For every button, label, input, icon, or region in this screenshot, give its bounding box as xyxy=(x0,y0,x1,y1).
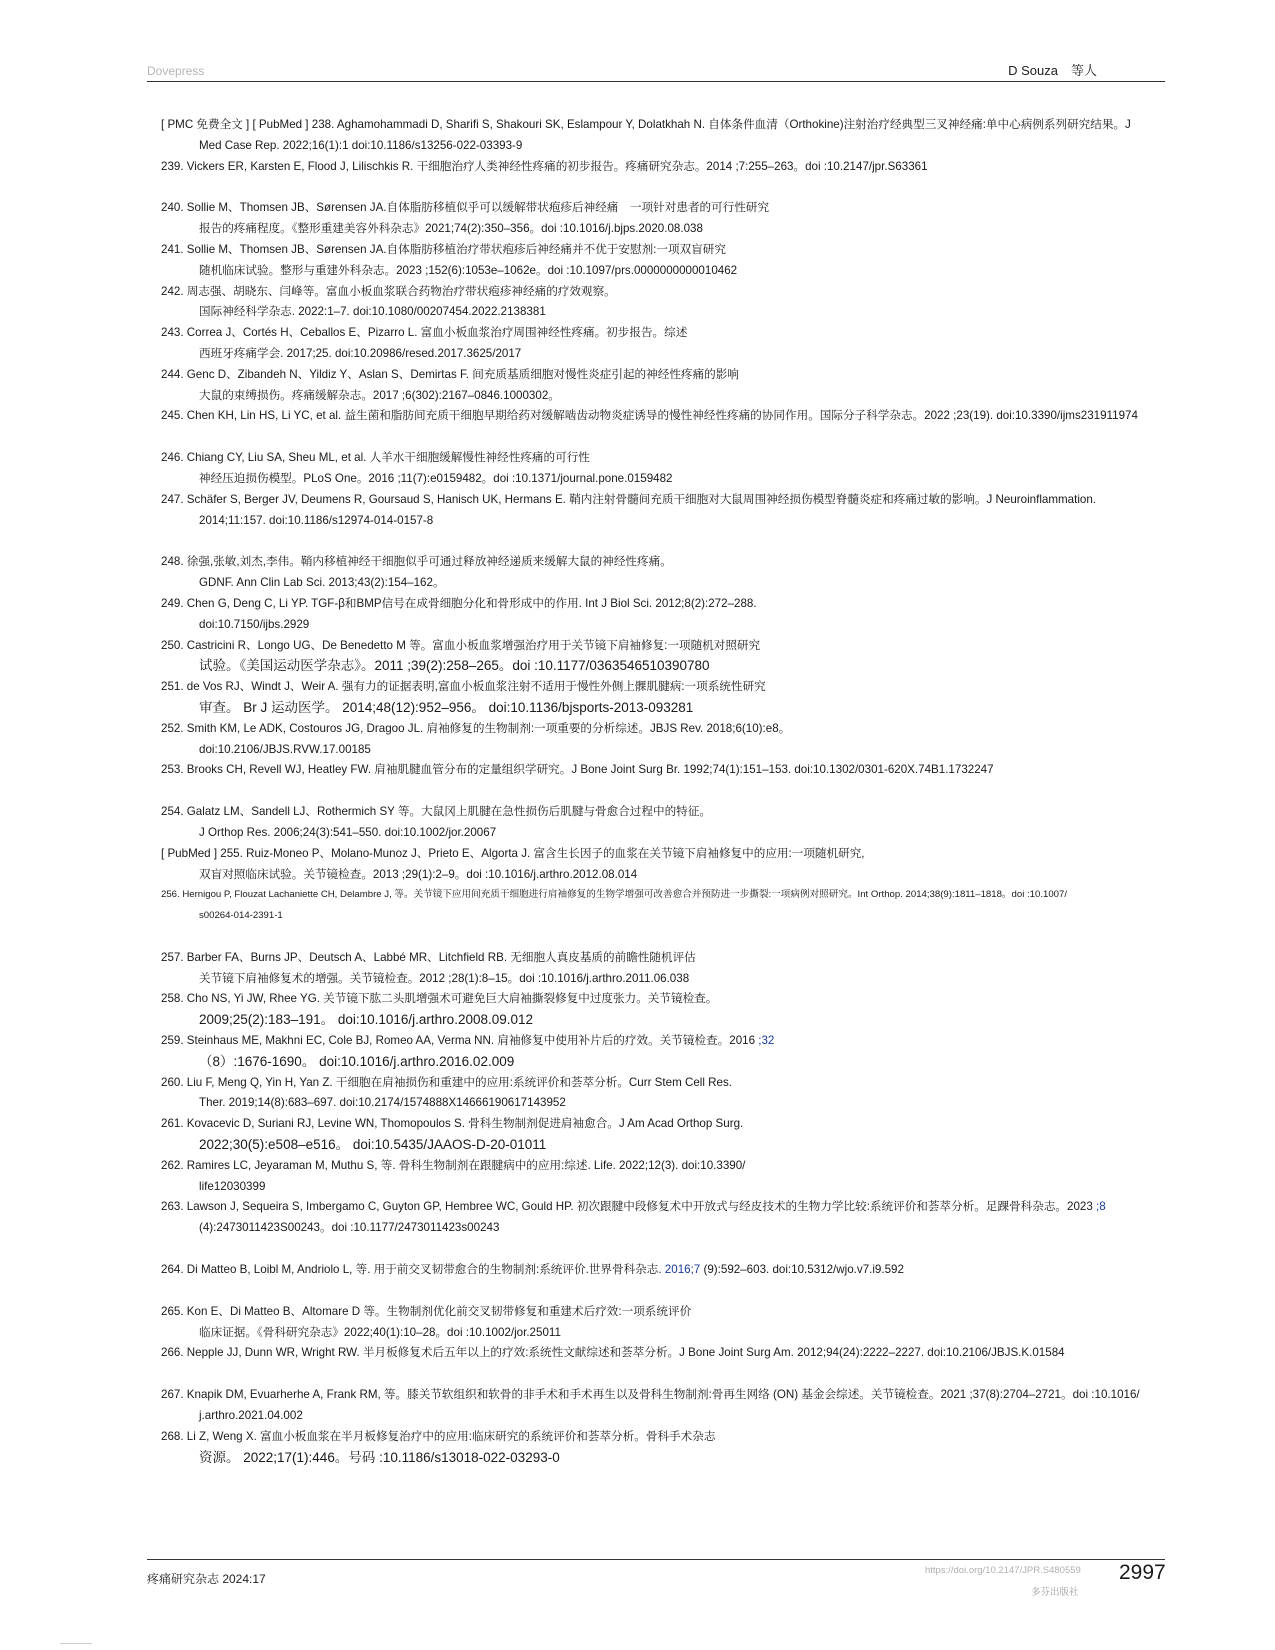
reference-entry xyxy=(161,240,1165,282)
reference-continuation: 报告的疼痛程度。《整形重建美容外科杂志》2021;74(2):350–356。doi :10.1016/j.bjps.2020.08.038 xyxy=(199,222,703,236)
reference-entry xyxy=(161,1343,1165,1364)
reference-entry xyxy=(161,490,1165,532)
reference-line: 260. Liu F, Meng Q, Yin H, Yan Z. 干细胞在肩袖损伤和重建中的应用:系统评价和荟萃分析。Curr Stem Cell Res. xyxy=(161,1075,732,1089)
journal-brand: Dovepress xyxy=(147,64,205,78)
reference-entry xyxy=(161,760,1165,781)
reference-continuation: 临床证据。《骨科研究杂志》2022;40(1):10–28。doi :10.1002/jor.25011 xyxy=(199,1325,561,1339)
reference-entry xyxy=(161,594,1165,636)
reference-continuation: s00264-014-2391-1 xyxy=(199,910,283,922)
reference-continuation: 神经压迫损伤模型。PLoS One。2016 ;11(7):e0159482。doi :10.1371/journal.pone.0159482 xyxy=(199,471,673,485)
reference-line: 247. Schäfer S, Berger JV, Deumens R, Goursaud S, Hanisch UK, Hermans E. 鞘内注射骨髓间充质干细胞对大鼠周围神经损伤模型脊髓炎症和疼痛过敏的影响。J Neuroinflammation. xyxy=(161,492,1097,506)
reference-entry xyxy=(161,844,1165,886)
reference-line: 267. Knapik DM, Evuarherhe A, Frank RM, 等。膝关节软组织和软骨的非手术和手术再生以及骨科生物制剂:骨再生网络 (ON) 基金会综述。关节镜检查。2021 ;37(8):2704–2721。doi :10.1016/ xyxy=(161,1388,1140,1402)
reference-continuation: 审查。 Br J 运动医学。 2014;48(12):952–956。 doi:10.1136/bjsports-2013-093281 xyxy=(199,699,694,715)
reference-entry xyxy=(161,989,1165,1031)
reference-line: 244. Genc D、Zibandeh N、Yildiz Y、Aslan S、Demirtas F. 间充质基质细胞对慢性炎症引起的神经性疼痛的影响 xyxy=(161,367,739,381)
reference-list xyxy=(161,115,1165,1468)
publisher-name: 多芬出版社 xyxy=(1031,1587,1079,1598)
reference-continuation: 2009;25(2):183–191。 doi:10.1016/j.arthro.2008.09.012 xyxy=(199,1012,534,1028)
reference-link[interactable]: 2016;7 xyxy=(664,1263,701,1277)
reference-continuation: doi:10.2106/JBJS.RVW.17.00185 xyxy=(199,742,371,756)
journal-issue: 疼痛研究杂志 2024:17 xyxy=(147,1572,266,1586)
reference-line: 254. Galatz LM、Sandell LJ、Rothermich SY 等。大鼠冈上肌腱在急性损伤后肌腱与骨愈合过程中的特征。 xyxy=(161,805,711,819)
reference-line: 264. Di Matteo B, Loibl M, Andriolo L, 等. 用于前交叉韧带愈合的生物制剂:系统评价.世界骨科杂志. 2016;7 (9):592–603. doi:10.5312/wjo.v7.i9.592 xyxy=(161,1263,904,1277)
reference-line: 242. 周志强、胡晓东、闫峰等。富血小板血浆联合药物治疗带状疱疹神经痛的疗效观察。 xyxy=(161,284,616,298)
author-running-head: D Souza 等人 xyxy=(1008,63,1097,78)
reference-entry xyxy=(161,198,1165,240)
header-divider xyxy=(147,81,1165,82)
reference-line: 253. Brooks CH, Revell WJ, Heatley FW. 肩袖肌腱血管分布的定量组织学研究。J Bone Joint Surg Br. 1992;74(1):151–153. doi:10.1302/0301-620X.74B1.1732247 xyxy=(161,763,994,777)
reference-continuation: 随机临床试验。整形与重建外科杂志。2023 ;152(6):1053e–1062e。doi :10.1097/prs.0000000000010462 xyxy=(199,263,738,277)
reference-continuation: 2014;11:157. doi:10.1186/s12974-014-0157-8 xyxy=(199,513,434,527)
reference-continuation: （8）:1676-1690。 doi:10.1016/j.arthro.2016.02.009 xyxy=(199,1053,515,1069)
reference-line: 262. Ramires LC, Jeyaraman M, Muthu S, 等. 骨科生物制剂在跟腱病中的应用:综述. Life. 2022;12(3). doi:10.3390/ xyxy=(161,1158,746,1172)
reference-entry xyxy=(161,677,1165,719)
reference-entry xyxy=(161,1197,1165,1239)
reference-continuation: (4):2473011423S00243。doi :10.1177/2473011423s00243 xyxy=(199,1221,500,1235)
reference-link[interactable]: ;8 xyxy=(1096,1200,1106,1214)
reference-line: 266. Nepple JJ, Dunn WR, Wright RW. 半月板修复术后五年以上的疗效:系统性文献综述和荟萃分析。J Bone Joint Surg Am. 2012;94(24):2222–2227. doi:10.2106/JBJS.K.01584 xyxy=(161,1346,1065,1360)
reference-line: 251. de Vos RJ、Windt J、Weir A. 强有力的证据表明,富血小板血浆注射不适用于慢性外侧上髁肌腱病:一项系统性研究 xyxy=(161,680,766,694)
corner-mark xyxy=(60,1643,92,1644)
reference-continuation: 双盲对照临床试验。关节镜检查。2013 ;29(1):2–9。doi :10.1016/j.arthro.2012.08.014 xyxy=(199,867,638,881)
reference-continuation: Ther. 2019;14(8):683–697. doi:10.2174/1574888X14666190617143952 xyxy=(199,1096,566,1110)
reference-line: 241. Sollie M、Thomsen JB、Sørensen JA.自体脂肪移植治疗带状疱疹后神经痛并不优于安慰剂:一项双盲研究 xyxy=(161,242,726,256)
reference-line: 265. Kon E、Di Matteo B、Altomare D 等。生物制剂优化前交叉韧带修复和重建术后疗效:一项系统评价 xyxy=(161,1304,692,1318)
reference-entry xyxy=(161,1114,1165,1156)
reference-line: [ PubMed ] 255. Ruiz-Moneo P、Molano-Munoz J、Prieto E、Algorta J. 富含生长因子的血浆在关节镜下肩袖修复中的应用:一项随机研究, xyxy=(161,846,865,860)
reference-entry xyxy=(161,323,1165,365)
page-number: 2997 xyxy=(1119,1561,1166,1584)
reference-entry xyxy=(161,1427,1165,1469)
reference-line: 245. Chen KH, Lin HS, Li YC, et al. 益生菌和脂肪间充质干细胞早期给药对缓解啮齿动物炎症诱导的慢性神经性疼痛的协同作用。国际分子科学杂志。2022 ;23(19). doi:10.3390/ijms231911974 xyxy=(161,409,1138,423)
reference-entry xyxy=(161,1260,1165,1281)
reference-entry xyxy=(161,552,1165,594)
reference-entry xyxy=(161,802,1165,844)
reference-line: 252. Smith KM, Le ADK, Costouros JG, Dragoo JL. 肩袖修复的生物制剂:一项重要的分析综述。JBJS Rev. 2018;6(10):e8。 xyxy=(161,721,791,735)
reference-line: 259. Steinhaus ME, Makhni EC, Cole BJ, Romeo AA, Verma NN. 肩袖修复中使用补片后的疗效。关节镜检查。2016 ;32 xyxy=(161,1034,775,1048)
reference-line: 239. Vickers ER, Karsten E, Flood J, Lilischkis R. 干细胞治疗人类神经性疼痛的初步报告。疼痛研究杂志。2014 ;7:255–263。doi :10.2147/jpr.S63361 xyxy=(161,159,928,173)
doi-link[interactable]: https://doi.org/10.2147/JPR.S480559 xyxy=(925,1565,1081,1576)
reference-line: 256. Hernigou P, Flouzat Lachaniette CH, Delambre J, 等。关节镜下应用间充质干细胞进行肩袖修复的生物学增强可改善愈合并预防进一步撕裂:一项病例对照研究。Int Orthop. 2014;38(9):1811–1818。doi :10.1007/ xyxy=(161,889,1068,901)
reference-line: 240. Sollie M、Thomsen JB、Sørensen JA.自体脂肪移植似乎可以缓解带状疱疹后神经痛 一项针对患者的可行性研究 xyxy=(161,201,770,215)
reference-entry xyxy=(161,1385,1165,1427)
reference-entry xyxy=(161,1156,1165,1198)
reference-line: 258. Cho NS, Yi JW, Rhee YG. 关节镜下肱二头肌增强术可避免巨大肩袖撕裂修复中过度张力。关节镜检查。 xyxy=(161,992,718,1006)
reference-line: 246. Chiang CY, Liu SA, Sheu ML, et al. 人羊水干细胞缓解慢性神经性疼痛的可行性 xyxy=(161,451,590,465)
reference-entry xyxy=(161,115,1165,157)
reference-continuation: 西班牙疼痛学会. 2017;25. doi:10.20986/resed.2017.3625/2017 xyxy=(199,346,522,360)
reference-line: 243. Correa J、Cortés H、Ceballos E、Pizarro L. 富血小板血浆治疗周围神经性疼痛。初步报告。综述 xyxy=(161,326,688,340)
reference-line: 249. Chen G, Deng C, Li YP. TGF-β和BMP信号在成骨细胞分化和骨形成中的作用. Int J Biol Sci. 2012;8(2):272–288. xyxy=(161,596,757,610)
reference-continuation: 2022;30(5):e508–e516。 doi:10.5435/JAAOS-D-20-01011 xyxy=(199,1137,547,1153)
reference-continuation: life12030399 xyxy=(199,1179,266,1193)
reference-line: 257. Barber FA、Burns JP、Deutsch A、Labbé MR、Litchfield RB. 无细胞人真皮基质的前瞻性随机评估 xyxy=(161,950,696,964)
reference-continuation: GDNF. Ann Clin Lab Sci. 2013;43(2):154–162。 xyxy=(199,576,445,590)
reference-line: 261. Kovacevic D, Suriani RJ, Levine WN, Thomopoulos S. 骨科生物制剂促进肩袖愈合。J Am Acad Orthop Surg. xyxy=(161,1117,744,1131)
reference-entry xyxy=(161,1073,1165,1115)
reference-entry xyxy=(161,406,1165,427)
reference-continuation: 大鼠的束缚损伤。疼痛缓解杂志。2017 ;6(302):2167–0846.1000302。 xyxy=(199,388,560,402)
reference-line: [ PMC 免费全文 ] [ PubMed ] 238. Aghamohammadi D, Sharifi S, Shakouri SK, Eslampour Y, Dolatkhah N. 自体条件血清（Orthokine)注射治疗经典型三叉神经痛:单中心病例系列研究结果。J xyxy=(161,118,1131,131)
reference-entry xyxy=(161,948,1165,990)
reference-line: 250. Castricini R、Longo UG、De Benedetto M 等。富血小板血浆增强治疗用于关节镜下肩袖修复:一项随机对照研究 xyxy=(161,638,761,652)
reference-entry xyxy=(161,1302,1165,1344)
reference-continuation: Med Case Rep. 2022;16(1):1 doi:10.1186/s13256-022-03393-9 xyxy=(199,138,523,152)
reference-entry xyxy=(161,282,1165,324)
reference-entry xyxy=(161,1031,1165,1073)
reference-continuation: j.arthro.2021.04.002 xyxy=(199,1409,303,1423)
reference-entry xyxy=(161,157,1165,178)
reference-line: 268. Li Z, Weng X. 富血小板血浆在半月板修复治疗中的应用:临床研究的系统评价和荟萃分析。骨科手术杂志 xyxy=(161,1429,716,1443)
reference-line: 263. Lawson J, Sequeira S, Imbergamo C, Guyton GP, Hembree WC, Gould HP. 初次跟腱中段修复术中开放式与经皮技术的生物力学比较:系统评价和荟萃分析。足踝骨科杂志。2023 ;8 xyxy=(161,1200,1106,1214)
reference-continuation: J Orthop Res. 2006;24(3):541–550. doi:10.1002/jor.20067 xyxy=(199,825,497,839)
reference-entry xyxy=(161,636,1165,678)
footer-divider xyxy=(147,1559,1165,1560)
reference-continuation: 国际神经科学杂志. 2022:1–7. doi:10.1080/00207454.2022.2138381 xyxy=(199,305,546,319)
reference-entry xyxy=(161,719,1165,761)
reference-continuation: 资源。 2022;17(1):446。号码 :10.1186/s13018-022-03293-0 xyxy=(199,1449,560,1465)
reference-continuation: doi:10.7150/ijbs.2929 xyxy=(199,617,310,631)
reference-entry xyxy=(161,365,1165,407)
reference-entry xyxy=(161,885,1165,927)
reference-line: 248. 徐强,张敏,刘杰,李伟。鞘内移植神经干细胞似乎可通过释放神经递质来缓解大鼠的神经性疼痛。 xyxy=(161,555,672,569)
reference-continuation: 试验。《美国运动医学杂志》。2011 ;39(2):258–265。doi :10.1177/0363546510390780 xyxy=(199,658,710,674)
reference-entry xyxy=(161,448,1165,490)
reference-continuation: 关节镜下肩袖修复术的增强。关节镜检查。2012 ;28(1):8–15。doi :10.1016/j.arthro.2011.06.038 xyxy=(199,971,690,985)
reference-link[interactable]: ;32 xyxy=(758,1034,775,1048)
